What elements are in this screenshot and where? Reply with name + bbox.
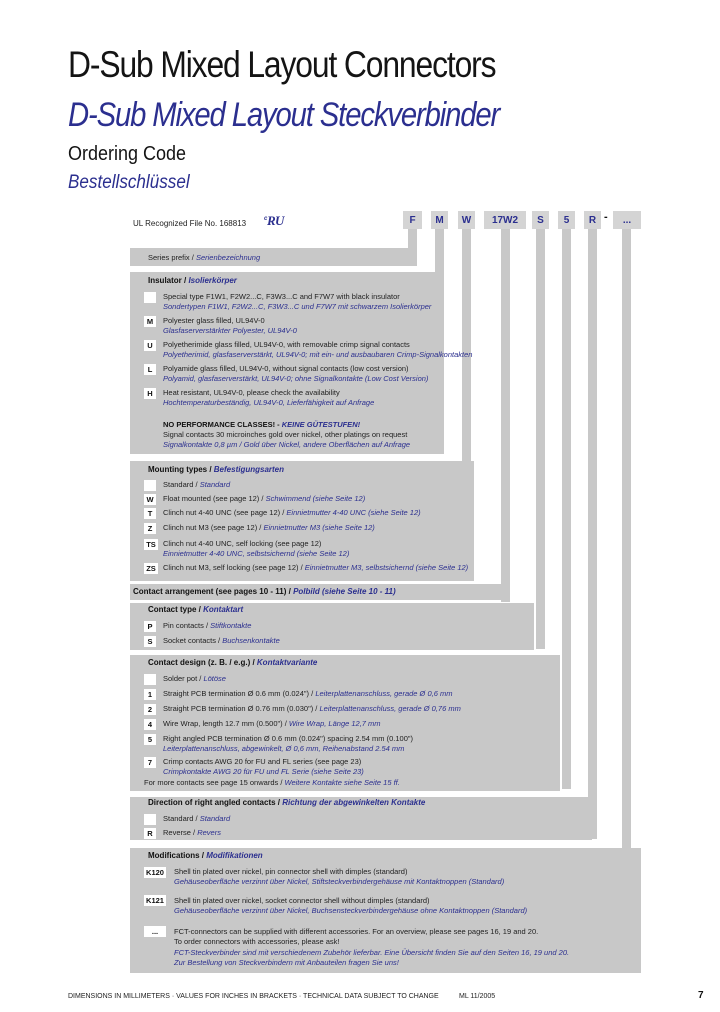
contact-type-header: Contact type / Kontaktart <box>148 605 244 614</box>
contact-design-item-de: Leiterplattenanschluss, abgewinkelt, Ø 0,6 mm, Reihenabstand 2.54 mm <box>163 744 405 753</box>
code-segment-W: W <box>458 211 475 229</box>
connector-line <box>536 229 545 649</box>
code-box: 5 <box>144 734 156 745</box>
connector-line <box>588 229 597 839</box>
code-box: ZS <box>144 563 158 574</box>
code-box <box>144 292 156 303</box>
connector-line <box>562 229 571 789</box>
page-title: D-Sub Mixed Layout Connectors <box>68 44 496 85</box>
direction-item: Standard / Standard <box>163 814 231 823</box>
contact-design-item: Straight PCB termination Ø 0.76 mm (0.030") / Leiterplattenanschluss, gerade Ø 0,76 mm <box>163 704 461 713</box>
code-segment-M: M <box>431 211 448 229</box>
code-box: L <box>144 364 156 375</box>
mounting-item: Clinch nut 4-40 UNC (see page 12) / Einnietmutter 4-40 UNC (siehe Seite 12) <box>163 508 421 517</box>
modifications-header: Modifications / Modifikationen <box>148 851 263 860</box>
code-segment-modifications: ... <box>613 211 641 229</box>
modification-item-de: Gehäuseoberfläche verzinnt über Nickel, Buchsensteckverbindergehäuse ohne Kontaktnoppen (Standard) <box>174 906 528 915</box>
code-box: H <box>144 388 156 399</box>
code-box: 4 <box>144 719 156 730</box>
code-segment-5: 5 <box>558 211 575 229</box>
item-de: Glasfaserverstärkter Polyester, UL94V-0 <box>163 326 297 335</box>
code-segment-S: S <box>532 211 549 229</box>
code-box <box>144 674 156 685</box>
contact-arrangement-label: Contact arrangement (see pages 10 - 11) / Polbild (siehe Seite 10 - 11) <box>133 587 396 596</box>
page-title-german: D-Sub Mixed Layout Steckverbinder <box>68 96 500 134</box>
contact-design-item: Crimp contacts AWG 20 for FU and FL series (see page 23) <box>163 757 362 766</box>
code-box: S <box>144 636 156 647</box>
series-label: Series prefix / Serienbezeichnung <box>148 253 261 262</box>
contact-design-header: Contact design (z. B. / e.g.) / Kontaktvariante <box>148 658 318 667</box>
mounting-item: Clinch nut M3, self locking (see page 12) / Einnietmutter M3, selbstsichernd (siehe Seite 12) <box>163 563 469 572</box>
page-number: 7 <box>698 990 704 1001</box>
code-segment-F: F <box>403 211 422 229</box>
code-segment-arrangement: 17W2 <box>484 211 526 229</box>
direction-item: Reverse / Revers <box>163 828 221 837</box>
item-en: Polyamide glass filled, UL94V-0, without signal contacts (low cost version) <box>163 364 409 373</box>
contact-design-item: Solder pot / Lötöse <box>163 674 226 683</box>
code-box: 1 <box>144 689 156 700</box>
insulator-header: Insulator / Isolierkörper <box>148 276 237 285</box>
modification-item: Shell tin plated over nickel, pin connector shell with dimples (standard) <box>174 867 408 876</box>
mounting-item: Clinch nut 4-40 UNC, self locking (see page 12) <box>163 539 322 548</box>
item-de: Hochtemperaturbeständig, UL94V-0, Lieferfähigkeit auf Anfrage <box>163 398 375 407</box>
mounting-item: Clinch nut M3 (see page 12) / Einnietmutter M3 (siehe Seite 12) <box>163 523 375 532</box>
contact-design-item: Straight PCB termination Ø 0.6 mm (0.024") / Leiterplattenanschluss, gerade Ø 0,6 mm <box>163 689 453 698</box>
mounting-item: Standard / Standard <box>163 480 231 489</box>
ul-file-text: UL Recognized File No. 168813 <box>133 219 247 228</box>
contact-type-item: Pin contacts / Stiftkontakte <box>163 621 252 630</box>
code-box: P <box>144 621 156 632</box>
code-box: K120 <box>144 867 166 878</box>
more-contacts-note: For more contacts see page 15 onwards / Weitere Kontakte siehe Seite 15 ff. <box>144 778 400 787</box>
connector-line <box>501 229 510 602</box>
direction-header: Direction of right angled contacts / Richtung der abgewinkelten Kontakte <box>148 798 426 807</box>
code-box <box>144 480 156 491</box>
code-box: T <box>144 508 156 519</box>
code-box: 7 <box>144 757 156 768</box>
code-segment-R: R <box>584 211 601 229</box>
item-en: Polyetherimide glass filled, UL94V-0, with removable crimp signal contacts <box>163 340 410 349</box>
code-box: K121 <box>144 895 166 906</box>
svg-text:R: R <box>267 213 276 228</box>
item-en: Special type F1W1, F2W2...C, F3W3...C and F7W7 with black insulator <box>163 292 400 301</box>
contact-design-item-de: Crimpkontakte AWG 20 für FU und FL Serie (siehe Seite 23) <box>163 767 364 776</box>
code-box: TS <box>144 539 158 550</box>
modification-item: Shell tin plated over nickel, socket connector shell without dimples (standard) <box>174 896 430 905</box>
svg-text:U: U <box>275 213 285 228</box>
ul-recognized-logo <box>263 211 287 232</box>
item-de: Polyamid, glasfaserverstärkt, UL94V-0; ohne Signalkontakte (Low Cost Version) <box>163 374 429 383</box>
section-title-german: Bestellschlüssel <box>68 172 190 193</box>
code-box: Z <box>144 523 156 534</box>
performance-note-en: Signal contacts 30 microinches gold over nickel, other platings on request <box>163 430 408 439</box>
code-box: ... <box>144 926 166 937</box>
mounting-header: Mounting types / Befestigungsarten <box>148 465 285 474</box>
modification-note-de: Zur Bestellung von Steckverbindern mit Anbauteilen fragen Sie uns! <box>174 958 399 967</box>
modification-item-de: Gehäuseoberfläche verzinnt über Nickel, Stiftsteckverbindergehäuse mit Kontaktnoppen (Standard) <box>174 877 505 886</box>
modification-item: FCT-connectors can be supplied with different accessories. For an overview, please see pages 16, 19 and 20. <box>174 927 539 936</box>
modification-item-de: FCT-Steckverbinder sind mit verschiedenem Zubehör lieferbar. Eine Übersicht finden Sie auf den Seiten 16, 19 und 20. <box>174 948 570 957</box>
item-en: Heat resistant, UL94V-0, please check the availability <box>163 388 340 397</box>
code-box <box>144 814 156 825</box>
mounting-item: Float mounted (see page 12) / Schwimmend (siehe Seite 12) <box>163 494 366 503</box>
performance-note: NO PERFORMANCE CLASSES! - KEINE GÜTESTUFEN! <box>163 420 361 429</box>
contact-type-item: Socket contacts / Buchsenkontakte <box>163 636 280 645</box>
performance-note-de: Signalkontakte 0,8 µm / Gold über Nickel, andere Oberflächen auf Anfrage <box>163 440 411 449</box>
code-box: M <box>144 316 156 327</box>
code-dash: - <box>604 211 608 223</box>
section-title: Ordering Code <box>68 143 187 165</box>
code-box: U <box>144 340 156 351</box>
contact-design-item: Wire Wrap, length 12.7 mm (0.500") / Wire Wrap, Länge 12,7 mm <box>163 719 381 728</box>
item-en: Polyester glass filled, UL94V-0 <box>163 316 265 325</box>
code-box: 2 <box>144 704 156 715</box>
modification-note: To order connectors with accessories, please ask! <box>174 937 340 946</box>
code-box: R <box>144 828 156 839</box>
footer-date: ML 11/2005 <box>459 993 496 1000</box>
contact-design-item: Right angled PCB termination Ø 0.6 mm (0.024") spacing 2.54 mm (0.100") <box>163 734 414 743</box>
code-box: W <box>144 494 156 505</box>
item-de: Sondertypen F1W1, F2W2...C, F3W3...C und F7W7 mit schwarzem Isolierkörper <box>163 302 432 311</box>
item-de: Polyetherimid, glasfaserverstärkt, UL94V-0; mit ein- und ausbaubaren Crimp-Signalkontakten <box>163 350 473 359</box>
mounting-item-de: Einnietmutter 4-40 UNC, selbstsichernd (siehe Seite 12) <box>163 549 350 558</box>
footer-text: DIMENSIONS IN MILLIMETERS · VALUES FOR INCHES IN BRACKETS · TECHNICAL DATA SUBJECT TO CHANGE <box>68 993 439 1000</box>
svg-text:c: c <box>264 216 268 222</box>
